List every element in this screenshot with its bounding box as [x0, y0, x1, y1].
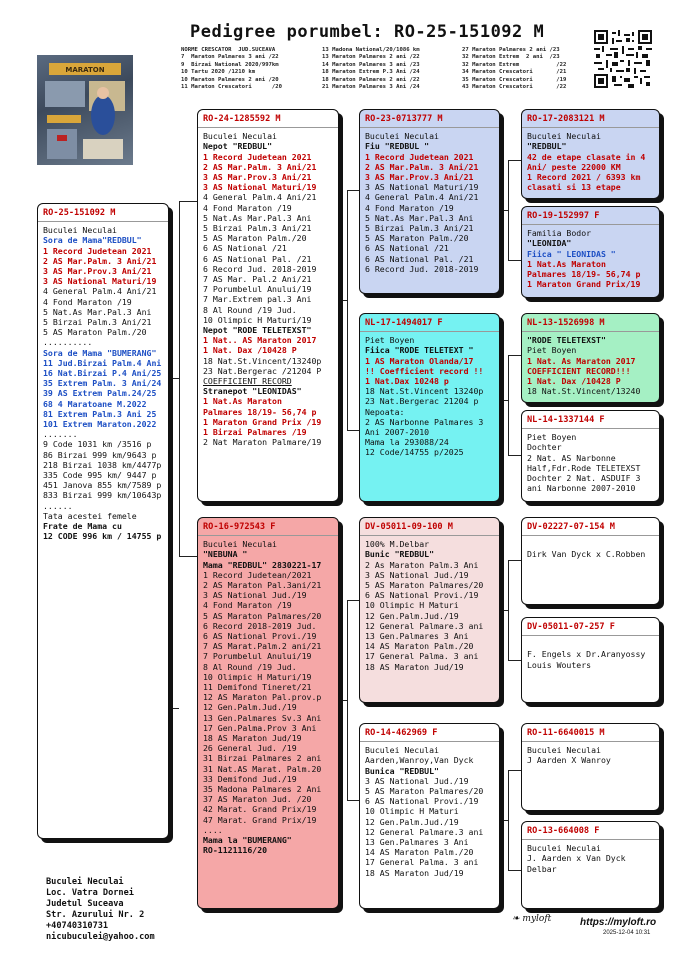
card-line: 10 Olimpic H Maturi/19: [203, 671, 312, 682]
card-line: Piet Boyen: [527, 345, 577, 356]
card-line: 14 AS Maraton Palm./20: [365, 847, 474, 858]
card-line: 218 Birzai 1038 km/4477p: [43, 459, 162, 470]
card-line: 4 Fond Maraton /19: [203, 202, 292, 213]
card-line: Familia Bodor: [527, 228, 592, 239]
card-line: Sora de Mama "BUMERANG": [43, 347, 157, 358]
card-line: J Aarden X Wanroy: [527, 755, 611, 766]
card-line: Palmares 18/19- 56,74 p: [527, 269, 641, 280]
owner-line: Judetul Suceava: [46, 899, 124, 909]
norm-line: 7 Maraton Palmares 3 ani /22: [181, 54, 279, 61]
norms-col-3: [462, 47, 566, 91]
card-line: ani Narbonne 2007-2010: [527, 483, 636, 494]
norm-line: 43 Maraton Crescatori /22: [462, 84, 567, 91]
card-line: 5 AS Maraton Palm./20: [43, 327, 147, 338]
card-line: Mama "REDBUL" 2830221-17: [203, 559, 322, 570]
card-line: 16 Nat.Birzai P.4 Ani/25: [43, 368, 162, 379]
card-line: ......: [43, 500, 73, 511]
card-main[interactable]: [37, 203, 169, 839]
card-line: 17 General Palma. 3 ani: [365, 857, 479, 868]
norm-line: 34 Maraton Crescatori /21: [462, 69, 567, 76]
card-line: Mama la 293088/24: [365, 437, 449, 448]
card-line: 2 As Maraton Palm.3 Ani: [365, 559, 479, 570]
ring-number: DV-05011-09-100 M: [360, 518, 499, 536]
card-line: 3 AS National Maturi/19: [365, 182, 479, 193]
ring-number: RO-24-1285592 M: [198, 110, 338, 128]
ring-number: RO-17-2083121 M: [522, 110, 659, 128]
card-line: 833 Birzai 999 km/10643p: [43, 490, 162, 501]
norm-line: 10 Maraton Palmares 2 ani /20: [181, 76, 279, 83]
card-line: 11 Demifond Tineret/21: [203, 682, 312, 693]
card-line: Piet Boyen: [365, 335, 415, 346]
norm-line: 11 Maraton Crescatori /20: [181, 84, 283, 91]
card-line: 1 Nat.. AS Maraton 2017: [203, 335, 317, 346]
card-line: 1 Record Judetean 2021: [203, 151, 312, 162]
norm-line: 32 Maraton Extrem /22: [462, 61, 567, 68]
card-line: 11 Jud.Birzai Palm.4 Ani: [43, 357, 162, 368]
card-line: "LEONIDA": [527, 238, 572, 249]
card-line: 1 Nat. Dax /10428 P: [203, 345, 297, 356]
owner-line: Str. Azurului Nr. 2: [46, 910, 145, 920]
card-line: 42 de etape clasate in 4: [527, 151, 646, 162]
card-line: 6 AS National /21: [365, 243, 449, 254]
norm-line: 35 Maraton Crescatori /19: [462, 76, 567, 83]
brand-name: myloft: [522, 914, 552, 924]
card-line: 6 Record 2018-2019 Jud.: [203, 620, 317, 631]
card-ff-mother[interactable]: [521, 206, 660, 298]
card-line: 33 Demifond Jud./19: [203, 773, 297, 784]
card-line: 5 Birzai Palm.3 Ani/21: [203, 223, 312, 234]
card-line: 35 Madona Palmares 2 Ani: [203, 784, 322, 795]
card-line: 10 Olimpic H Maturi: [365, 806, 459, 817]
owner-address: [46, 877, 155, 943]
card-line: "NEBUNA ": [203, 549, 248, 560]
card-mother-mother[interactable]: [359, 723, 500, 909]
card-line: 18 Nat.St.Vincent/13240: [527, 386, 641, 397]
card-line: 26 General Jud. /19: [203, 743, 297, 754]
card-line: 12 Gen.Palm.Jud./19: [203, 702, 297, 713]
footer-url[interactable]: https://myloft.ro: [580, 917, 657, 928]
card-line: COEFFICIENT RECORD: [203, 376, 292, 387]
card-line: 7 Porumbelul Anului/19: [203, 651, 312, 662]
card-line: 10 Olimpic H Maturi/19: [203, 314, 312, 325]
card-line: 35 Extrem Palm. 3 Ani/24: [43, 378, 162, 389]
card-line: 12 General Palmare.3 ani: [365, 826, 484, 837]
pigeon-logo-icon: ❧: [512, 914, 520, 924]
card-line: Fiu "REDBUL ": [365, 141, 430, 152]
norm-line: 27 Maraton Palmares 2 ani /23: [462, 47, 560, 53]
card-line: 4 Fond Maraton /19: [365, 202, 454, 213]
card-line: 5 Nat.As Mar.Pal.3 Ani: [203, 212, 312, 223]
card-line: 3 AS National Maturi/19: [203, 182, 317, 193]
card-line: Fiica " LEONIDAS ": [527, 248, 616, 259]
card-line: 18 Nat.St.Vincent 13240p: [365, 386, 484, 397]
card-line: Aarden,Wanroy,Van Dyck: [365, 755, 474, 766]
card-line: 5 Nat.As Mar.Pal.3 Ani: [365, 212, 474, 223]
card-line: 1 Nat.As Maraton: [203, 396, 282, 407]
card-line: Louis Wouters: [527, 659, 592, 670]
ring-number: RO-11-6640015 M: [522, 724, 659, 742]
card-fm-father[interactable]: [521, 313, 660, 403]
card-line: Buculei Neculai: [203, 131, 277, 142]
card-line: Bunica "REDBUL": [365, 765, 439, 776]
card-line: 4 General Palm.4 Ani/21: [43, 286, 157, 297]
card-line: 12 CODE 996 km / 14755 p: [43, 531, 162, 542]
card-line: 5 AS Maraton Palmares/20: [203, 610, 322, 621]
card-line: Dirk Van Dyck x C.Robben: [527, 549, 646, 560]
card-line: 31 Nat.AS Marat. Palm.20: [203, 763, 322, 774]
card-line: 3 AS National Jud./19: [203, 590, 307, 601]
card-line: 7 AS Marat.Palm.2 ani/21: [203, 641, 322, 652]
owner-line: +40740310731: [46, 921, 109, 931]
card-line: Ani 2007-2010: [365, 427, 430, 438]
card-line: 8 Al Round /19 Jud.: [203, 304, 297, 315]
card-mother-father[interactable]: [359, 517, 500, 703]
card-line: 17 Gen.Palma.Prov 3 Ani: [203, 722, 317, 733]
norms-col-1: [181, 47, 282, 91]
ring-number: RO-13-664008 F: [522, 822, 659, 840]
card-line: Buculei Neculai: [203, 539, 277, 550]
brand-logo: [512, 914, 551, 924]
norm-line: 18 Maraton Palmares 2 ani /22: [322, 76, 420, 83]
card-line: ....: [203, 824, 223, 835]
card-line: 3 AS National Jud./19: [365, 775, 469, 786]
card-line: 14 AS Maraton Palm./20: [365, 641, 474, 652]
card-line: 13 Gen.Palmares Sv.3 Ani: [203, 712, 322, 723]
card-line: 18 Nat.St.Vincent/13240p: [203, 355, 322, 366]
card-line: 2 AS Narbonne Palmares 3: [365, 416, 484, 427]
card-line: Bunic "REDBUL": [365, 549, 435, 560]
card-line: 3 AS Mar.Prov.3 Ani/21: [365, 172, 474, 183]
card-mm-mother[interactable]: [521, 821, 660, 909]
card-line: 4 General Palm.4 Ani/21: [365, 192, 479, 203]
ring-number: NL-13-1526998 M: [522, 314, 659, 332]
card-line: 18 AS Maraton Jud/19: [365, 661, 464, 672]
card-line: 17 General Palma. 3 ani: [365, 651, 479, 662]
card-line: 6 Record Jud. 2018-2019: [365, 263, 479, 274]
card-line: Frate de Mama cu: [43, 521, 122, 532]
card-line: 12 Gen.Palm.Jud./19: [365, 610, 459, 621]
card-line: 5 Nat.As Mar.Pal.3 Ani: [43, 306, 152, 317]
card-line: 2 AS Mar.Palm. 3 Ani/21: [203, 161, 317, 172]
card-line: 5 AS Maraton Palm./20: [203, 233, 307, 244]
card-line: Stranepot "LEONIDAS": [203, 386, 302, 397]
card-line: Palmares 18/19- 56,74 p: [203, 406, 317, 417]
ring-number: NL-14-1337144 F: [522, 411, 659, 429]
card-line: .......: [43, 429, 78, 440]
footer-date: 2025-12-04 10:31: [603, 930, 651, 936]
card-line: Buculei Neculai: [527, 843, 601, 854]
owner-line: Loc. Vatra Dornei: [46, 888, 134, 898]
card-father-father[interactable]: [359, 109, 500, 294]
norms-col-2: [322, 47, 420, 91]
card-line: 3 AS Mar.Prov.3 Ani/21: [203, 172, 312, 183]
pigeon-photo: [37, 55, 133, 165]
card-line: Fiica "RODE TELETEXT ": [365, 345, 474, 356]
ring-number: DV-05011-07-257 F: [522, 618, 659, 636]
card-line: 12 Code/14755 p/2025: [365, 447, 464, 458]
card-line: 39 AS Extrem Palm.24/25: [43, 388, 157, 399]
card-line: 7 Porumbelul Anului/19: [203, 284, 312, 295]
card-mother[interactable]: [197, 517, 339, 909]
card-line: 4 Fond Maraton /19: [43, 296, 132, 307]
card-line: [527, 639, 654, 649]
card-line: J. Aarden x Van Dyck: [527, 853, 626, 864]
card-father-mother[interactable]: [359, 313, 500, 502]
card-line: 1 Nat.Dax 10248 p: [365, 376, 449, 387]
card-line: 31 Birzai Palmares 2 ani: [203, 753, 322, 764]
card-line: 2 AS Mar.Palm. 3 Ani/21: [365, 161, 479, 172]
card-line: 18 AS Maraton Jud/19: [203, 733, 302, 744]
card-line: 7 AS Mar. Pal.2 Ani/21: [203, 274, 312, 285]
card-line: 1 Record 2021 / 6393 km: [527, 172, 641, 183]
card-line: RO-1121116/20: [203, 845, 268, 856]
card-line: Delbar: [527, 863, 557, 874]
card-line: 4 Fond Maraton /19: [203, 600, 292, 611]
card-line: Mama la "BUMERANG": [203, 835, 292, 846]
card-line: 6 AS National Provi./19: [365, 590, 479, 601]
card-line: Dochter 2 Nat. ASDUIF 3: [527, 473, 641, 484]
norm-line: 18 Maraton Extrem P.3 Ani /24: [322, 69, 420, 76]
card-line: 68 4 Maratoane M.2022: [43, 398, 147, 409]
card-line: 5 Birzai Palm.3 Ani/21: [365, 223, 474, 234]
owner-line: nicubuculei@yahoo.com: [46, 932, 155, 942]
card-line: 4 General Palm.4 Ani/21: [203, 192, 317, 203]
card-line: 1 Birzai Palmares /19: [203, 427, 307, 438]
card-line: 1 Maraton Grand Prix/19: [527, 279, 641, 290]
card-line: 1 Nat. Dax /10428 P: [527, 376, 621, 387]
card-line: 1 Record Judetean 2021: [365, 151, 474, 162]
card-line: 2 AS Mar.Palm. 3 Ani/21: [43, 255, 157, 266]
card-line: 1 Record Judetean 2021: [43, 245, 152, 256]
card-line: 8 Al Round /19 Jud.: [203, 661, 297, 672]
card-line: 1 Nat.As Maraton: [527, 258, 606, 269]
card-line: 3 AS National Jud./19: [365, 569, 469, 580]
norm-line: 13 Madona National/20/1086 km: [322, 47, 420, 53]
qr-code-icon[interactable]: [594, 30, 652, 88]
card-line: COEFFICIENT RECORD!!!: [527, 365, 631, 376]
card-line: 6 AS National Provi./19: [203, 631, 317, 642]
ring-number: RO-14-462969 F: [360, 724, 499, 742]
card-line: 3 AS National Maturi/19: [43, 276, 157, 287]
card-line: Buculei Neculai: [43, 225, 117, 236]
card-line: Ani/ peste 22000 KM: [527, 161, 621, 172]
card-line: F. Engels x Dr.Aranyossy: [527, 649, 646, 660]
card-line: 86 Birzai 999 km/9643 p: [43, 449, 157, 460]
card-line: 37 AS Maraton Jud. /20: [203, 794, 312, 805]
norm-line: 10 Tartu 2020 /1210 km: [181, 69, 256, 76]
card-line: Tata acestei femele: [43, 510, 137, 521]
card-line: Sora de Mama"REDBUL": [43, 235, 142, 246]
card-mf-mother[interactable]: [521, 617, 660, 703]
card-line: Half,Fdr.Rode TELETEXST: [527, 462, 641, 473]
card-line: 2 Nat Maraton Palmare/19: [203, 437, 322, 448]
card-line: 7 Mar.Extrem pal.3 Ani: [203, 294, 312, 305]
card-line: 18 AS Maraton Jud/19: [365, 867, 464, 878]
card-line: 5 Birzai Palm.3 Ani/21: [43, 317, 152, 328]
card-line: 23 Nat.Bergerac 21204 p: [365, 396, 479, 407]
card-line: 100% M.Delbar: [365, 539, 430, 550]
card-line: 12 General Palmare.3 ani: [365, 620, 484, 631]
card-line: 13 Gen.Palmares 3 Ani: [365, 837, 469, 848]
card-line: [527, 539, 654, 549]
card-line: !! Coefficient record !!: [365, 365, 484, 376]
card-line: Buculei Neculai: [365, 131, 439, 142]
card-line: 2 Nat. AS Narbonne: [527, 452, 616, 463]
card-line: ..........: [43, 337, 93, 348]
card-fm-mother[interactable]: [521, 410, 660, 502]
norm-line: NORME CRESCATOR JUD.SUCEAVA: [181, 47, 276, 53]
card-mf-father[interactable]: [521, 517, 660, 605]
norm-line: 9 Birzai National 2020/997km: [181, 61, 279, 68]
norm-line: 32 Maraton Extrem 2 ani /23: [462, 54, 560, 61]
card-line: 6 AS National /21: [203, 243, 287, 254]
ring-number: RO-25-151092 M: [38, 204, 168, 222]
card-line: 81 Extrem Palm.3 Ani 25: [43, 408, 157, 419]
norm-line: 13 Maraton Palmares 2 ani /22: [322, 54, 420, 61]
card-line: Buculei Neculai: [527, 131, 601, 142]
norm-line: 21 Maraton Palmares 3 Ani /24: [322, 84, 420, 91]
card-line: "RODE TELETEXST": [527, 335, 606, 346]
card-line: "REDBUL": [527, 141, 567, 152]
card-line: Nepot "REDBUL": [203, 141, 273, 152]
card-line: 12 Gen.Palm.Jud./19: [365, 816, 459, 827]
card-line: 47 Marat. Grand Prix/19: [203, 814, 317, 825]
card-line: 335 Code 995 km/ 9447 p: [43, 470, 157, 481]
ring-number: NL-17-1494017 F: [360, 314, 499, 332]
owner-line: Buculei Neculai: [46, 877, 124, 887]
card-line: 6 AS National Pal. /21: [365, 253, 474, 264]
card-line: 23 Nat.Bergerac /21204 P: [203, 365, 322, 376]
card-line: 42 Marat. Grand Prix/19: [203, 804, 317, 815]
card-line: 6 Record Jud. 2018-2019: [203, 263, 317, 274]
card-line: 1 Nat. As Maraton 2017: [527, 355, 636, 366]
card-line: Nepoata:: [365, 406, 405, 417]
card-father[interactable]: [197, 109, 339, 502]
card-line: 13 Gen.Palmares 3 Ani: [365, 631, 469, 642]
card-line: Buculei Neculai: [365, 745, 439, 756]
page-title: Pedigree porumbel: RO-25-151092 M: [190, 22, 545, 42]
card-line: Piet Boyen: [527, 432, 577, 443]
card-line: Dochter: [527, 442, 562, 453]
card-line: 451 Janova 855 km/7589 p: [43, 480, 162, 491]
norm-line: 14 Maraton Palmares 3 ani /23: [322, 61, 420, 68]
photo-caption: MARATON: [65, 66, 105, 74]
card-line: 6 AS National Provi./19: [365, 796, 479, 807]
card-line: 101 Extrem Maraton.2022: [43, 419, 157, 430]
card-line: 10 Olimpic H Maturi: [365, 600, 459, 611]
card-line: 5 AS Maraton Palmares/20: [365, 580, 484, 591]
card-line: 1 Maraton Grand Prix /19: [203, 416, 322, 427]
card-line: 12 AS Maraton Pal.prov.p: [203, 692, 322, 703]
card-line: 5 AS Maraton Palmares/20: [365, 786, 484, 797]
ring-number: RO-23-0713777 M: [360, 110, 499, 128]
ring-number: RO-16-972543 F: [198, 518, 338, 536]
ring-number: DV-02227-07-154 M: [522, 518, 659, 536]
card-mm-father[interactable]: [521, 723, 660, 811]
card-ff-father[interactable]: [521, 109, 660, 199]
card-line: clasati si 13 etape: [527, 182, 621, 193]
card-line: 1 AS Maraton Olanda/17: [365, 355, 474, 366]
card-line: Nepot "RODE TELETEXST": [203, 325, 312, 336]
card-line: 1 Record Judetean/2021: [203, 569, 312, 580]
card-line: 9 Code 1031 km /3516 p: [43, 439, 152, 450]
card-line: 2 AS Maraton Pal.3ani/21: [203, 580, 322, 591]
card-line: 6 AS National Pal. /21: [203, 253, 312, 264]
card-line: 5 AS Maraton Palm./20: [365, 233, 469, 244]
card-line: 3 AS Mar.Prov.3 Ani/21: [43, 266, 152, 277]
card-line: Buculei Neculai: [527, 745, 601, 756]
ring-number: RO-19-152997 F: [522, 207, 659, 225]
